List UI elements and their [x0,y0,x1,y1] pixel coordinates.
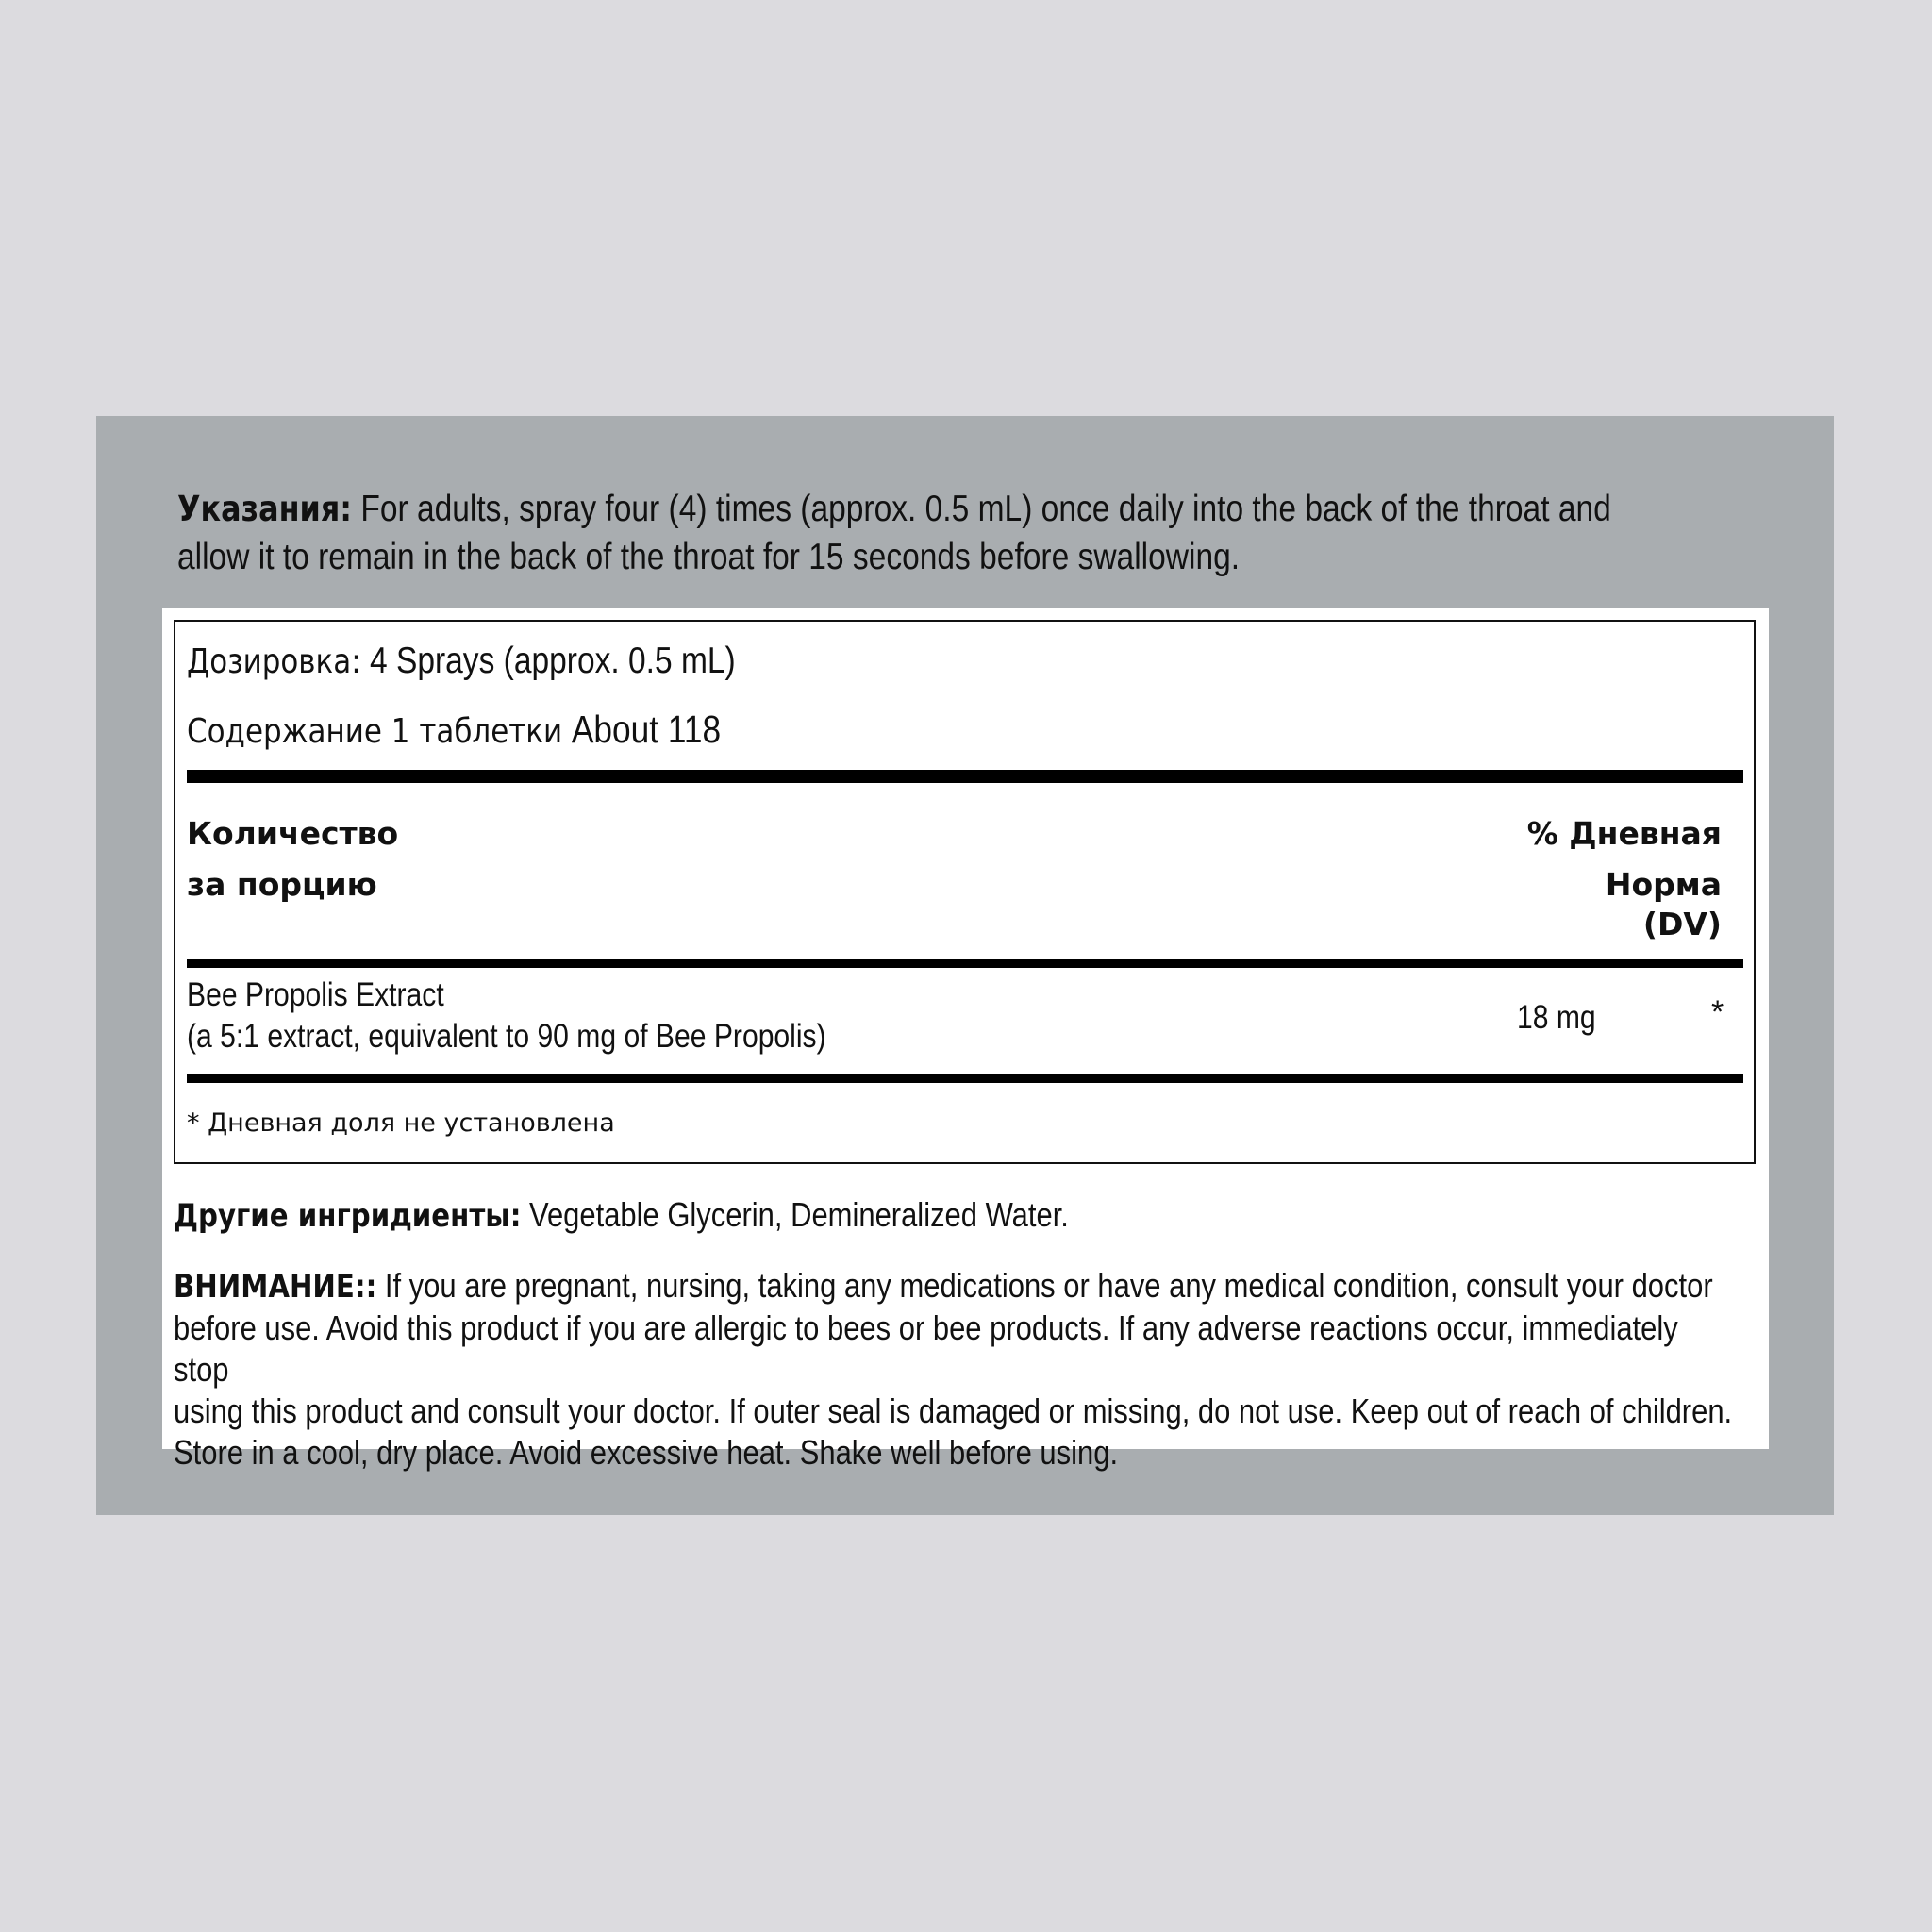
ingredient-detail: (a 5:1 extract, equivalent to 90 mg of Bee Propolis) [187,1018,826,1055]
other-ingredients-label: Другие ингридиенты: [174,1197,522,1235]
directions-label: Указания: [177,489,353,529]
dv-header-line-3: (DV) [1642,906,1722,942]
servings-per-container [187,706,721,756]
other-ingredients [174,1192,1069,1239]
ingredient-row [187,974,826,1058]
dv-header-line-1: % Дневная [1526,815,1722,852]
divider-thick [187,770,1743,783]
other-ingredients-value: Vegetable Glycerin, Demineralized Water. [521,1195,1069,1234]
servings-value: About 118 [562,708,722,751]
warning-text [174,1265,1740,1474]
servings-label: Содержание 1 таблетки [187,712,563,751]
amount-header-line-2: за порцию [187,866,377,903]
ingredient-daily-value: * [1711,994,1724,1030]
amount-header-line-1: Количество [187,815,399,852]
warning-line-4: Store in a cool, dry place. Avoid excessive heat. Shake well before using. [174,1433,1119,1472]
divider-medium-bottom [187,1074,1743,1083]
warning-label: ВНИМАНИЕ:: [174,1268,377,1306]
ingredient-amount: 18 mg [1517,999,1596,1036]
directions-text [177,485,1611,581]
warning-line-1: If you are pregnant, nursing, taking any medications or have any medical condition, consult your doctor [376,1266,1713,1305]
ingredient-name: Bee Propolis Extract [187,976,444,1013]
daily-value-header [1527,808,1722,942]
warning-line-2: before use. Avoid this product if you are allergic to bees or bee products. If any adverse reactions occur, immediately stop [174,1308,1678,1389]
divider-medium [187,959,1743,968]
directions-line-1: For adults, spray four (4) times (approx. 0.5 mL) once daily into the back of the throat and [352,489,1611,529]
amount-per-serving-header [187,808,398,910]
serving-size-label: Дозировка: [187,642,361,681]
directions-line-2: allow it to remain in the back of the throat for 15 seconds before swallowing. [177,537,1241,577]
serving-size [187,639,736,685]
warning-line-3: using this product and consult your doctor. If outer seal is damaged or missing, do not use. Keep out of reach of children. [174,1391,1733,1430]
supplement-facts-box [174,620,1756,1164]
daily-value-footnote: * Дневная доля не установлена [187,1108,615,1138]
serving-size-value: 4 Sprays (approx. 0.5 mL) [360,641,736,681]
dv-header-line-2: Норма [1605,866,1722,903]
